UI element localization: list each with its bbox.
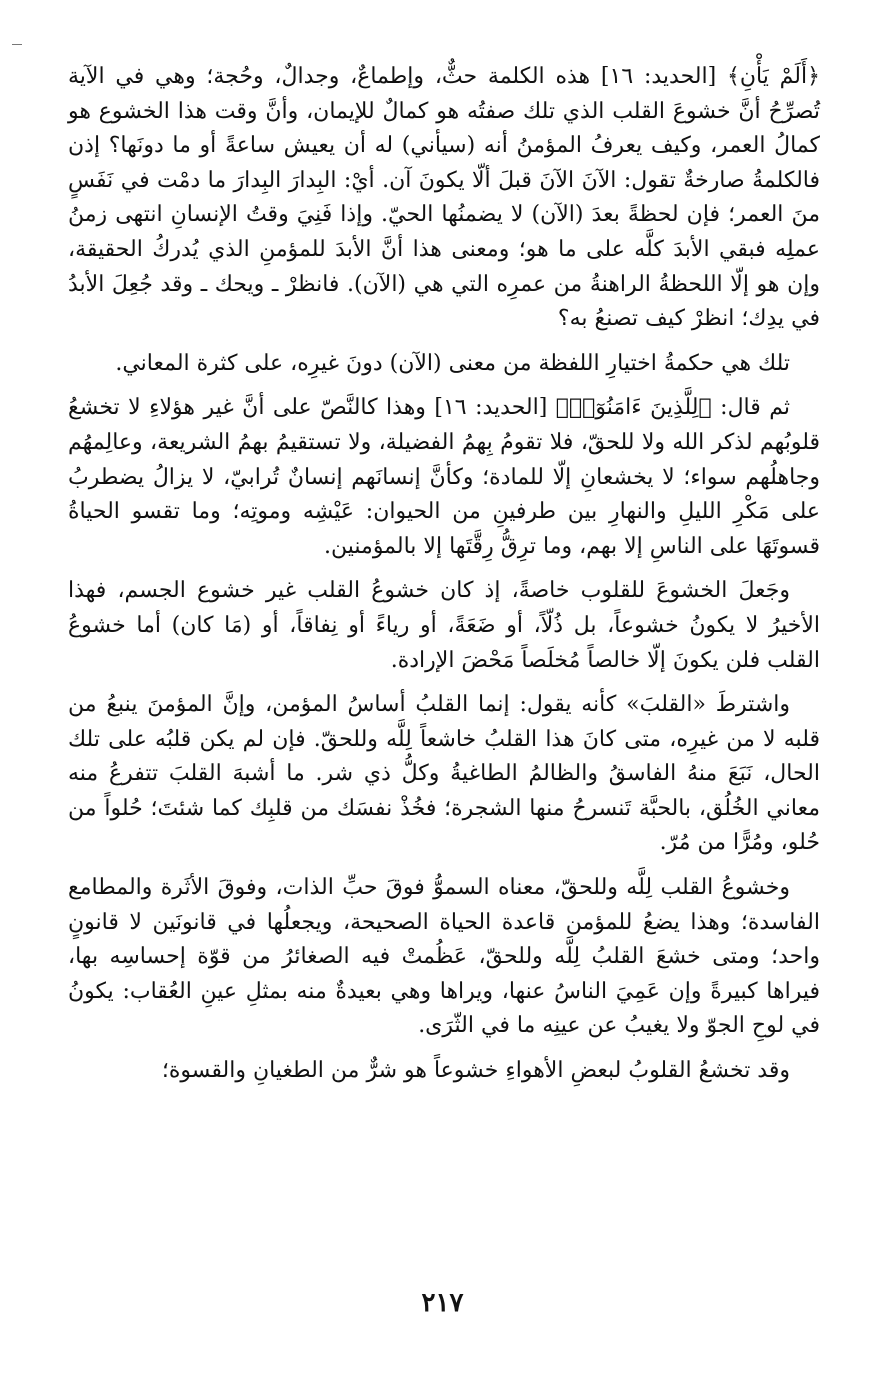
page-number: ٢١٧ bbox=[421, 1288, 464, 1318]
paragraph-2: تلك هي حكمةُ اختيارِ اللفظة من معنى (الآن) دونَ غيرِه، على كثرة المعاني. bbox=[115, 350, 790, 376]
paragraph-6: وخشوعُ القلب لِلَّه وللحقّ، معناه السموُّ فوقَ حبِّ الذات، وفوقَ الأثَرة والمطامع الفاسدة؛ وهذا يضعُ للمؤمن قاعدة الحياة الصحيحة، ويجعلُها في قانونَين لا قانونٍ واحد؛ ومتى خشعَ القلبُ لِلَّه وللحقّ، عَظُمتْ فيه الصغائرُ من قوّة إحساسِه بها، فيراها كبيرةً وإن عَمِيَ الناسُ عنها، ويراها وهي بعيدةٌ منه بمثلِ عينِ العُقاب: يكونُ في لوحِ الجوّ ولا يغيبُ عن عينِه ما في الثّرَى. bbox=[68, 875, 820, 1039]
paragraph-7: وقد تخشعُ القلوبُ لبعضِ الأهواءِ خشوعاً هو شرٌّ من الطغيانِ والقسوة؛ bbox=[161, 1058, 790, 1084]
body-text bbox=[68, 60, 820, 1099]
paragraph-5: واشترطَ «القلبَ» كأنه يقول: إنما القلبُ أساسُ المؤمن، وإنَّ المؤمنَ ينبعُ من قلبه لا من غيرِه، متى كانَ هذا القلبُ خاشعاً لِلَّه وللحقّ. فإن لم يكن قلبُه على تلك الحال، نَبَعَ منهُ الفاسقُ والظالمُ الطاغيةُ وكلُّ ذي شر. ما أشبهَ القلبَ تتفرعُ منه معاني الخُلُق، بالحبَّة تَنسرحُ منها الشجرة؛ فخُذْ نفسَك من قلبِك كما شئتَ؛ حُلواً من حُلو، ومُرًّا من مُرّ. bbox=[68, 692, 820, 856]
paragraph-1: ﴿أَلَمْ يَأْنِ﴾ [الحديد: ١٦] هذه الكلمة حثٌّ، وإطماعٌ، وجدالٌ، وحُجة؛ وهي في الآية تُصرِّحُ أنَّ خشوعَ القلب الذي تلك صفتُه هو كمالٌ للإيمان، وأنَّ وقت هذا الخشوع هو كمالُ العمر، وكيف يعرفُ المؤمنُ أنه (سيأني) له أن يعيش ساعةً أو ما دونَها؟ إذن فالكلمةُ صارخةٌ تقول: الآنَ الآنَ قبلَ ألّا يكونَ آن. أيْ: البِدارَ البِدارَ ما دمْت في نَفَسٍ منَ العمر؛ فإن لحظةً بعدَ (الآن) لا يضمنُها الحيّ. وإذا فَنِيَ وقتُ الإنسانِ انتهى زمنُ عملِه فبقي الأبدَ كلَّه على ما هو؛ ومعنى هذا أنَّ الأبدَ للمؤمنِ الذي يُدركُ الحقيقة، وإن هو إلّا اللحظةُ الراهنةُ من عمرِه التي هي (الآن). فانظرْ ـ ويحك ـ وقد جُعِلَ الأبدُ في يدِك؛ انظرْ كيف تصنعُ به؟ bbox=[68, 64, 820, 332]
paragraph-3: ثم قال: ﴿لِلَّذِينَ ءَامَنُوٓا۟﴾ [الحديد: ١٦] وهذا كالنَّصّ على أنَّ غير هؤلاءِ لا تخشعُ قلوبُهم لذكر الله ولا للحقّ، فلا تقومُ بِهمُ الفضيلة، ولا تستقيمُ بهمُ الشريعة، وعالِمهُم وجاهلُهم سواء؛ لا يخشعانِ إلّا للمادة؛ وكأنَّ إنسانَهم إنسانٌ تُرابيّ، لا يزالُ يضطربُ على مَكْرِ الليلِ والنهارِ بين طرفينِ من الحيوان: عَيْشِه وموتِه؛ وما تقسو الحياةُ قسوتَهَا على الناسِ إلا بهم، وما ترِقُّ رِقَّتَها إلا بالمؤمنين. bbox=[68, 395, 820, 559]
paragraph-4: وجَعلَ الخشوعَ للقلوب خاصةً، إذ كان خشوعُ القلب غير خشوع الجسم، فهذا الأخيرُ لا يكونُ خشوعاً، بل ذُلّاً، أو ضَعَةً، أو رياءً أو نِفاقاً، أو (مَا كان) أما خشوعُ القلب فلن يكونَ إلّا خالصاً مُخلَصاً مَحْضَ الإرادة. bbox=[68, 578, 820, 673]
scan-mark bbox=[12, 44, 22, 45]
